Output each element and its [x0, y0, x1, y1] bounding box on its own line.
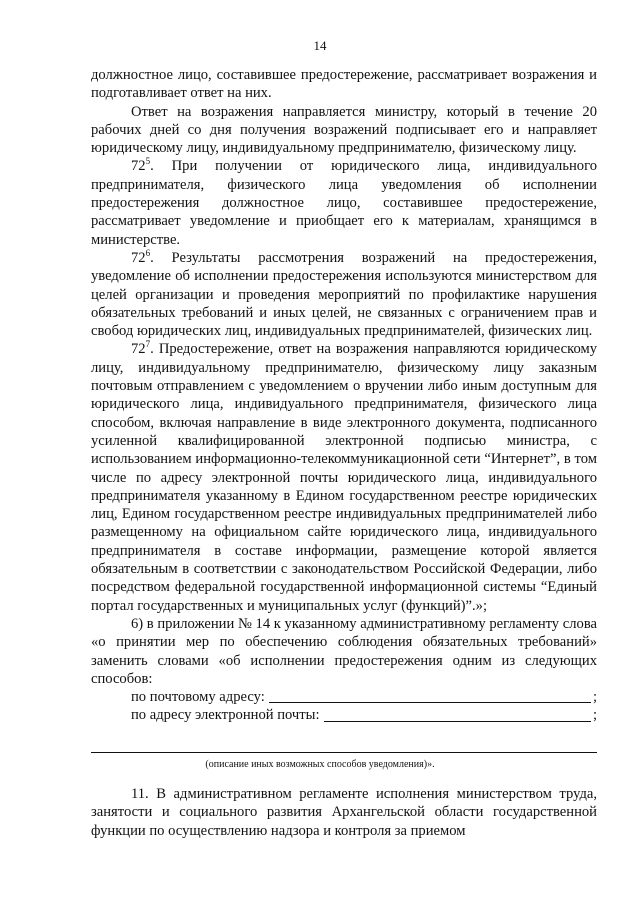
document-body-continued: [91, 785, 597, 840]
paragraph-72-5: [91, 157, 597, 248]
postal-address-label: по почтовому адресу:: [131, 689, 265, 706]
clause-number: 72: [131, 341, 146, 358]
document-body: [91, 66, 597, 725]
clause-number: 72: [131, 158, 146, 175]
page-number: 14: [313, 38, 327, 53]
paragraph-continuation: должностное лицо, составившее предостережение, рассматривает возражения и подготавливает ответ на них.: [91, 67, 597, 102]
clause-text: . При получении от юридического лица, индивидуального предпринимателя, физического лица уведомления об исполнении предостережения должностное лицо, составившее предостережение, рассматривает уведомление и приобщает его к материалам, хранящимся в министерстве.: [91, 158, 597, 248]
paragraph-72-7: [91, 340, 597, 614]
clause-superscript: 7: [145, 339, 151, 350]
email-address-label: по адресу электронной почты:: [131, 707, 320, 724]
paragraph-72-6: [91, 249, 597, 340]
postal-address-blank: [269, 689, 591, 703]
clause-text: . Результаты рассмотрения возражений на предостережения, уведомление об исполнении предостережения используются министерством для целей организации и проведения мероприятий по профилактике нарушения обязательных требований и иных целей, не связанных с ограничением прав и свобод юридических лиц, индивидуальных предпринимателей, физических лиц.: [91, 249, 597, 340]
email-address-blank: [324, 708, 591, 722]
email-address-line: [91, 706, 597, 724]
paragraph-reply-to-objections: Ответ на возражения направляется министру, который в течение 20 рабочих дней со дня получения возражений подписывает его и направляет юридическому лицу, индивидуальному предпринимателю, физическому лицу.: [91, 103, 597, 157]
paragraph-11: 11. В административном регламенте исполнения министерством труда, занятости и социального развития Архангельской области государственной функции по осуществлению надзора и контроля за приемом: [91, 786, 597, 839]
clause-text: . Предостережение, ответ на возражения направляются юридическому лицу, индивидуальному предпринимателю, физическому лицу заказным почтовым отправлением с уведомлением о вручении либо иным доступным для юридического лица, индивидуального предпринимателя, физического лица способом, включая направление в виде электронного документа, подписанного усиленной квалифицированной электронной подписью министра, с использованием информационно-телекоммуникационной сети “Интернет”, в том числе по адресу электронной почты юридического лица, индивидуального предпринимателя указанному в Едином государственном реестре юридических лиц, Едином государственном реестре индивидуальных предпринимателей либо размещенному на официальном сайте юридического лица, индивидуального предпринимателя в составе информации, размещение которой является обязательным в соответствии с законодательством Российской Федерации, либо посредством федеральной государственной информационной системы “Единый портал государственных и муниципальных услуг (функций)”.»;: [91, 341, 597, 614]
clause-number: 72: [131, 249, 146, 266]
clause-superscript: 6: [145, 248, 151, 259]
clause-superscript: 5: [145, 156, 151, 167]
postal-address-line: [91, 688, 597, 706]
line-end-semicolon: ;: [592, 689, 597, 706]
paragraph-appendix-14: 6) в приложении № 14 к указанному административному регламенту слова «о принятии мер по обеспечению соблюдения обязательных требований» заменить словами «об исполнении предостережения одним из следующих способов:: [91, 615, 597, 687]
line-end-semicolon: ;: [592, 707, 597, 724]
other-methods-caption: (описание иных возможных способов уведомления)».: [205, 759, 435, 770]
other-methods-blank-line: [91, 752, 597, 753]
